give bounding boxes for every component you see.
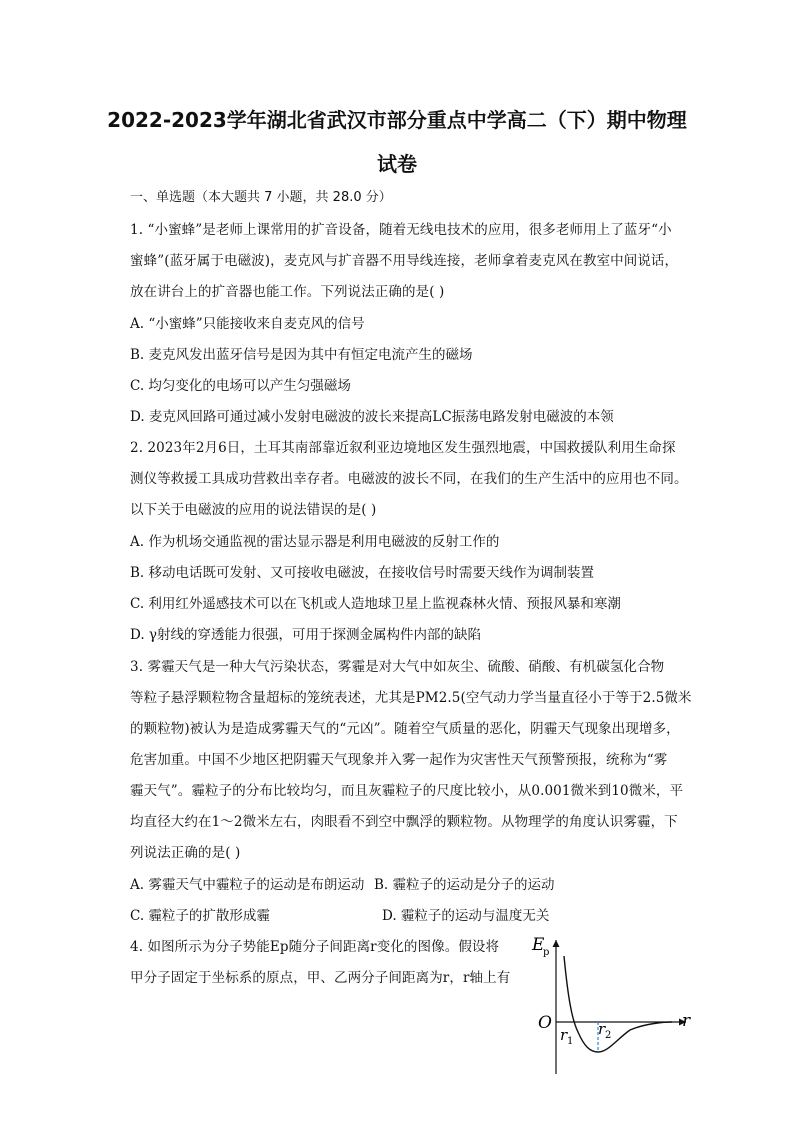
q4-line: 4. 如图所示为分子势能Ep随分子间距离r变化的图像。假设将: [130, 939, 500, 955]
q3-line: 危害加重。中国不少地区把阴霾天气现象并入雾一起作为灾害性天气预警预报，统称为“雾: [130, 752, 668, 768]
q3-line: 均直径大约在1～2微米左右，肉眼看不到空中飘浮的颗粒物。从物理学的角度认识雾霾，下: [130, 814, 678, 830]
q1-option-a: A. “小蜜蜂”只能接收来自麦克风的信号: [130, 316, 365, 332]
q1-option-b: B. 麦克风发出蓝牙信号是因为其中有恒定电流产生的磁场: [130, 347, 473, 363]
q1-line: 1. “小蜜蜂”是老师上课常用的扩音设备，随着无线电技术的应用，很多老师用上了蓝牙“小: [130, 222, 672, 238]
y-axis-label-sub: p: [543, 947, 550, 958]
q2-option-b: B. 移动电话既可发射、又可接收电磁波，在接收信号时需要天线作为调制装置: [130, 565, 595, 581]
q3-line: 的颗粒物)被认为是造成雾霾天气的“元凶”。随着空气质量的恶化，阴霾天气现象出现增多，: [130, 721, 680, 737]
section-heading: 一、单选题（本大题共 7 小题，共 28.0 分）: [130, 190, 392, 205]
document-title-line-1: 2022-2023学年湖北省武汉市部分重点中学高二（下）期中物理: [107, 108, 687, 132]
r1-label-sub: 1: [567, 1036, 574, 1047]
q3-line: 3. 雾霾天气是一种大气污染状态，雾霾是对大气中如灰尘、硫酸、硝酸、有机碳氢化合物: [130, 659, 665, 675]
q3-option-b: B. 霾粒子的运动是分子的运动: [374, 877, 555, 893]
document-title-line-2: 试卷: [377, 152, 417, 176]
r2-label: r: [598, 1020, 606, 1038]
x-axis-label: r: [682, 1011, 691, 1031]
q3-line: 列说法正确的是( ): [130, 845, 241, 861]
q2-option-d: D. γ射线的穿透能力很强，可用于探测金属构件内部的缺陷: [130, 627, 481, 643]
q3-option-c: C. 霾粒子的扩散形成霾: [130, 908, 270, 924]
q3-line: 霾天气”。霾粒子的分布比较均匀，而且灰霾粒子的尺度比较小，从0.001微米到10微米，平: [130, 783, 684, 799]
potential-energy-graph: [526, 928, 696, 1078]
q4-line: 甲分子固定于坐标系的原点，甲、乙两分子间距离为r，r轴上有: [130, 970, 511, 986]
q2-line: 测仪等救援工具成功营救出幸存者。电磁波的波长不同，在我们的生产生活中的应用也不同。: [130, 471, 688, 487]
r2-label-sub: 2: [605, 1030, 612, 1041]
q2-option-a: A. 作为机场交通监视的雷达显示器是利用电磁波的反射工作的: [130, 534, 500, 550]
origin-label: O: [538, 1013, 552, 1033]
ep-curve: [564, 956, 672, 1052]
q3-line: 等粒子悬浮颗粒物含量超标的笼统表述，尤其是PM2.5(空气动力学当量直径小于等于2.5微米: [130, 690, 692, 706]
q1-option-c: C. 均匀变化的电场可以产生匀强磁场: [130, 378, 351, 394]
q1-line: 蜜蜂”(蓝牙属于电磁波)，麦克风与扩音器不用导线连接，老师拿着麦克风在教室中间说话，: [130, 253, 679, 269]
y-axis-label: E: [532, 935, 545, 955]
q2-line: 2. 2023年2月6日，土耳其南部靠近叙利亚边境地区发生强烈地震，中国救援队利用生命探: [130, 440, 676, 456]
q3-option-a: A. 雾霾天气中霾粒子的运动是布朗运动: [130, 877, 365, 893]
q2-option-c: C. 利用红外遥感技术可以在飞机或人造地球卫星上监视森林火情、预报风暴和寒潮: [130, 596, 621, 612]
r1-label: r: [560, 1026, 568, 1044]
q1-option-d: D. 麦克风回路可通过减小发射电磁波的波长来提高LC振荡电路发射电磁波的本领: [130, 409, 614, 425]
q2-line: 以下关于电磁波的应用的说法错误的是( ): [130, 502, 377, 518]
q1-line: 放在讲台上的扩音器也能工作。下列说法正确的是( ): [130, 284, 445, 300]
q3-option-d: D. 霾粒子的运动与温度无关: [382, 908, 550, 924]
